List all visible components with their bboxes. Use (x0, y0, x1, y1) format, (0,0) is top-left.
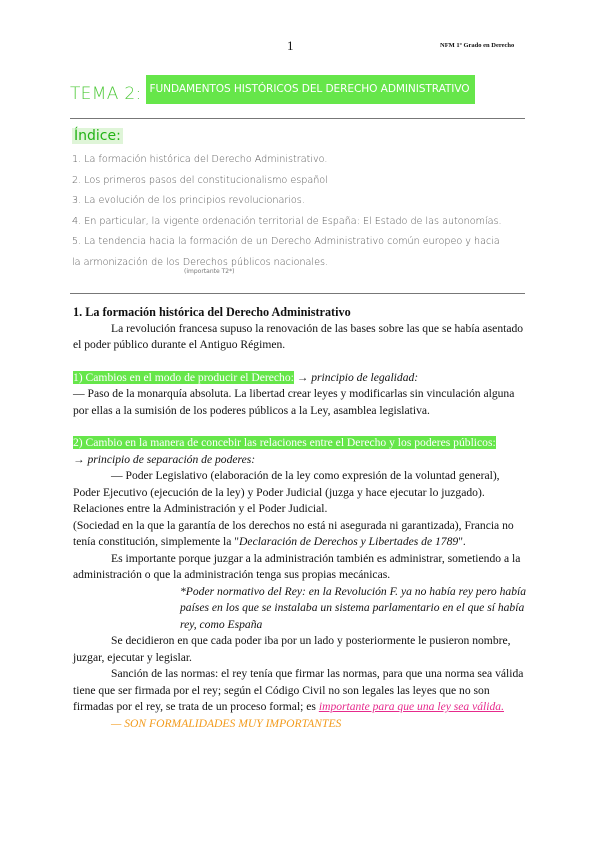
indice-list (72, 150, 532, 273)
section-intro: La revolución francesa supuso la renovación de las bases sobre las que se había asentado el poder público durante el Antiguo Régimen. (73, 321, 524, 351)
point-2-text-a: — Poder Legislativo (elaboración de la ley como expresión de la voluntad general), Poder Ejecutivo (ejecución de la ley) y Poder Judicial (juzga y hace ejecutar lo juzgado). Relaciones entre la Administración y el Poder Judicial. (73, 469, 500, 515)
indice-item: la armonización de los Derechos públicos nacionales. (72, 256, 329, 268)
point-1-text: — Paso de la monarquía absoluta. La libertad crear leyes y modificarlas sin vinculación alguna por ellas a la sumisión de los poderes públicos a la Ley, asamblea legislativa. (73, 387, 515, 417)
paragraph-sancion (73, 666, 528, 716)
divider-middle (70, 293, 525, 294)
indice-item: 2. Los primeros pasos del constitucionalismo español (72, 174, 328, 186)
indice-item: 5. La tendencia hacia la formación de un Derecho Administrativo común europeo y hacia (72, 236, 500, 247)
point-2-text-b-pre: (Sociedad en la que la garantía de los derechos no está ni asegurada ni garantizada), Francia no tenía constitución, simplemente la " (73, 518, 514, 548)
header-course-label: NFM 1º Grado en Derecho (440, 42, 515, 49)
point-2-text-b-post: ". (458, 535, 466, 548)
indice-note: (importante T2*) (184, 268, 235, 275)
section-heading: 1. La formación histórica del Derecho Administrativo (73, 305, 351, 319)
point-2-heading (73, 435, 528, 452)
indice-item: 4. En particular, la vigente ordenación territorial de España: El Estado de las autonomías. (72, 215, 502, 227)
tema-label: TEMA 2: (70, 84, 142, 104)
indice-item: 3. La evolución de los principios revolucionarios. (72, 195, 305, 206)
declaracion-title: Declaración de Derechos y Libertades de 1789 (239, 535, 459, 548)
principle-separacion: principio de separación de poderes: (87, 452, 256, 466)
point-2-text-b (73, 518, 528, 551)
indice-heading: Índice: (74, 128, 121, 144)
point-1-highlight: 1) Cambios en el modo de producir el Derecho: (73, 370, 294, 384)
sancion-important: importante para que una ley sea válida. (318, 700, 504, 713)
indice-item: 1. La formación histórica del Derecho Administrativo. (72, 154, 328, 165)
paragraph-decidieron: Se decidieron en que cada poder iba por un lado y posteriormente le pusieron nombre, juzgar, ejecutar y legislar. (73, 634, 511, 664)
principle-legalidad: principio de legalidad: (311, 370, 419, 384)
point-2-text-c: Es importante porque juzgar a la administración también es administrar, sometiendo a la administración o que la administración tenga sus propias mecánicas. (73, 551, 521, 581)
sancion-text: Sanción de las normas: el rey tenía que firmar las normas, para que una norma sea válida tiene que ser firmada por el rey; según el Código Civil no son legales las leyes que no son firmadas por el rey, se trata de un proceso formal; es (73, 667, 524, 713)
formalidades-note: — SON FORMALIDADES MUY IMPORTANTES (111, 716, 342, 730)
arrow: → (293, 370, 312, 384)
tema-title: FUNDAMENTOS HISTÓRICOS DEL DERECHO ADMINISTRATIVO (146, 75, 474, 104)
section-1 (73, 304, 528, 732)
point-2-principle (73, 452, 528, 469)
divider-top (70, 118, 525, 119)
arrow: → (73, 452, 88, 466)
page-number: 1 (287, 38, 294, 53)
point-1-heading (73, 370, 528, 387)
poder-normativo-note: *Poder normativo del Rey: en la Revolución F. ya no había rey pero había países en los que se instalaba un sistema parlamentario en el que sí había rey, como España (180, 584, 527, 631)
point-2-highlight: 2) Cambio en la manera de concebir las relaciones entre el Derecho y los poderes públicos: (73, 436, 496, 449)
title-row (70, 72, 475, 104)
